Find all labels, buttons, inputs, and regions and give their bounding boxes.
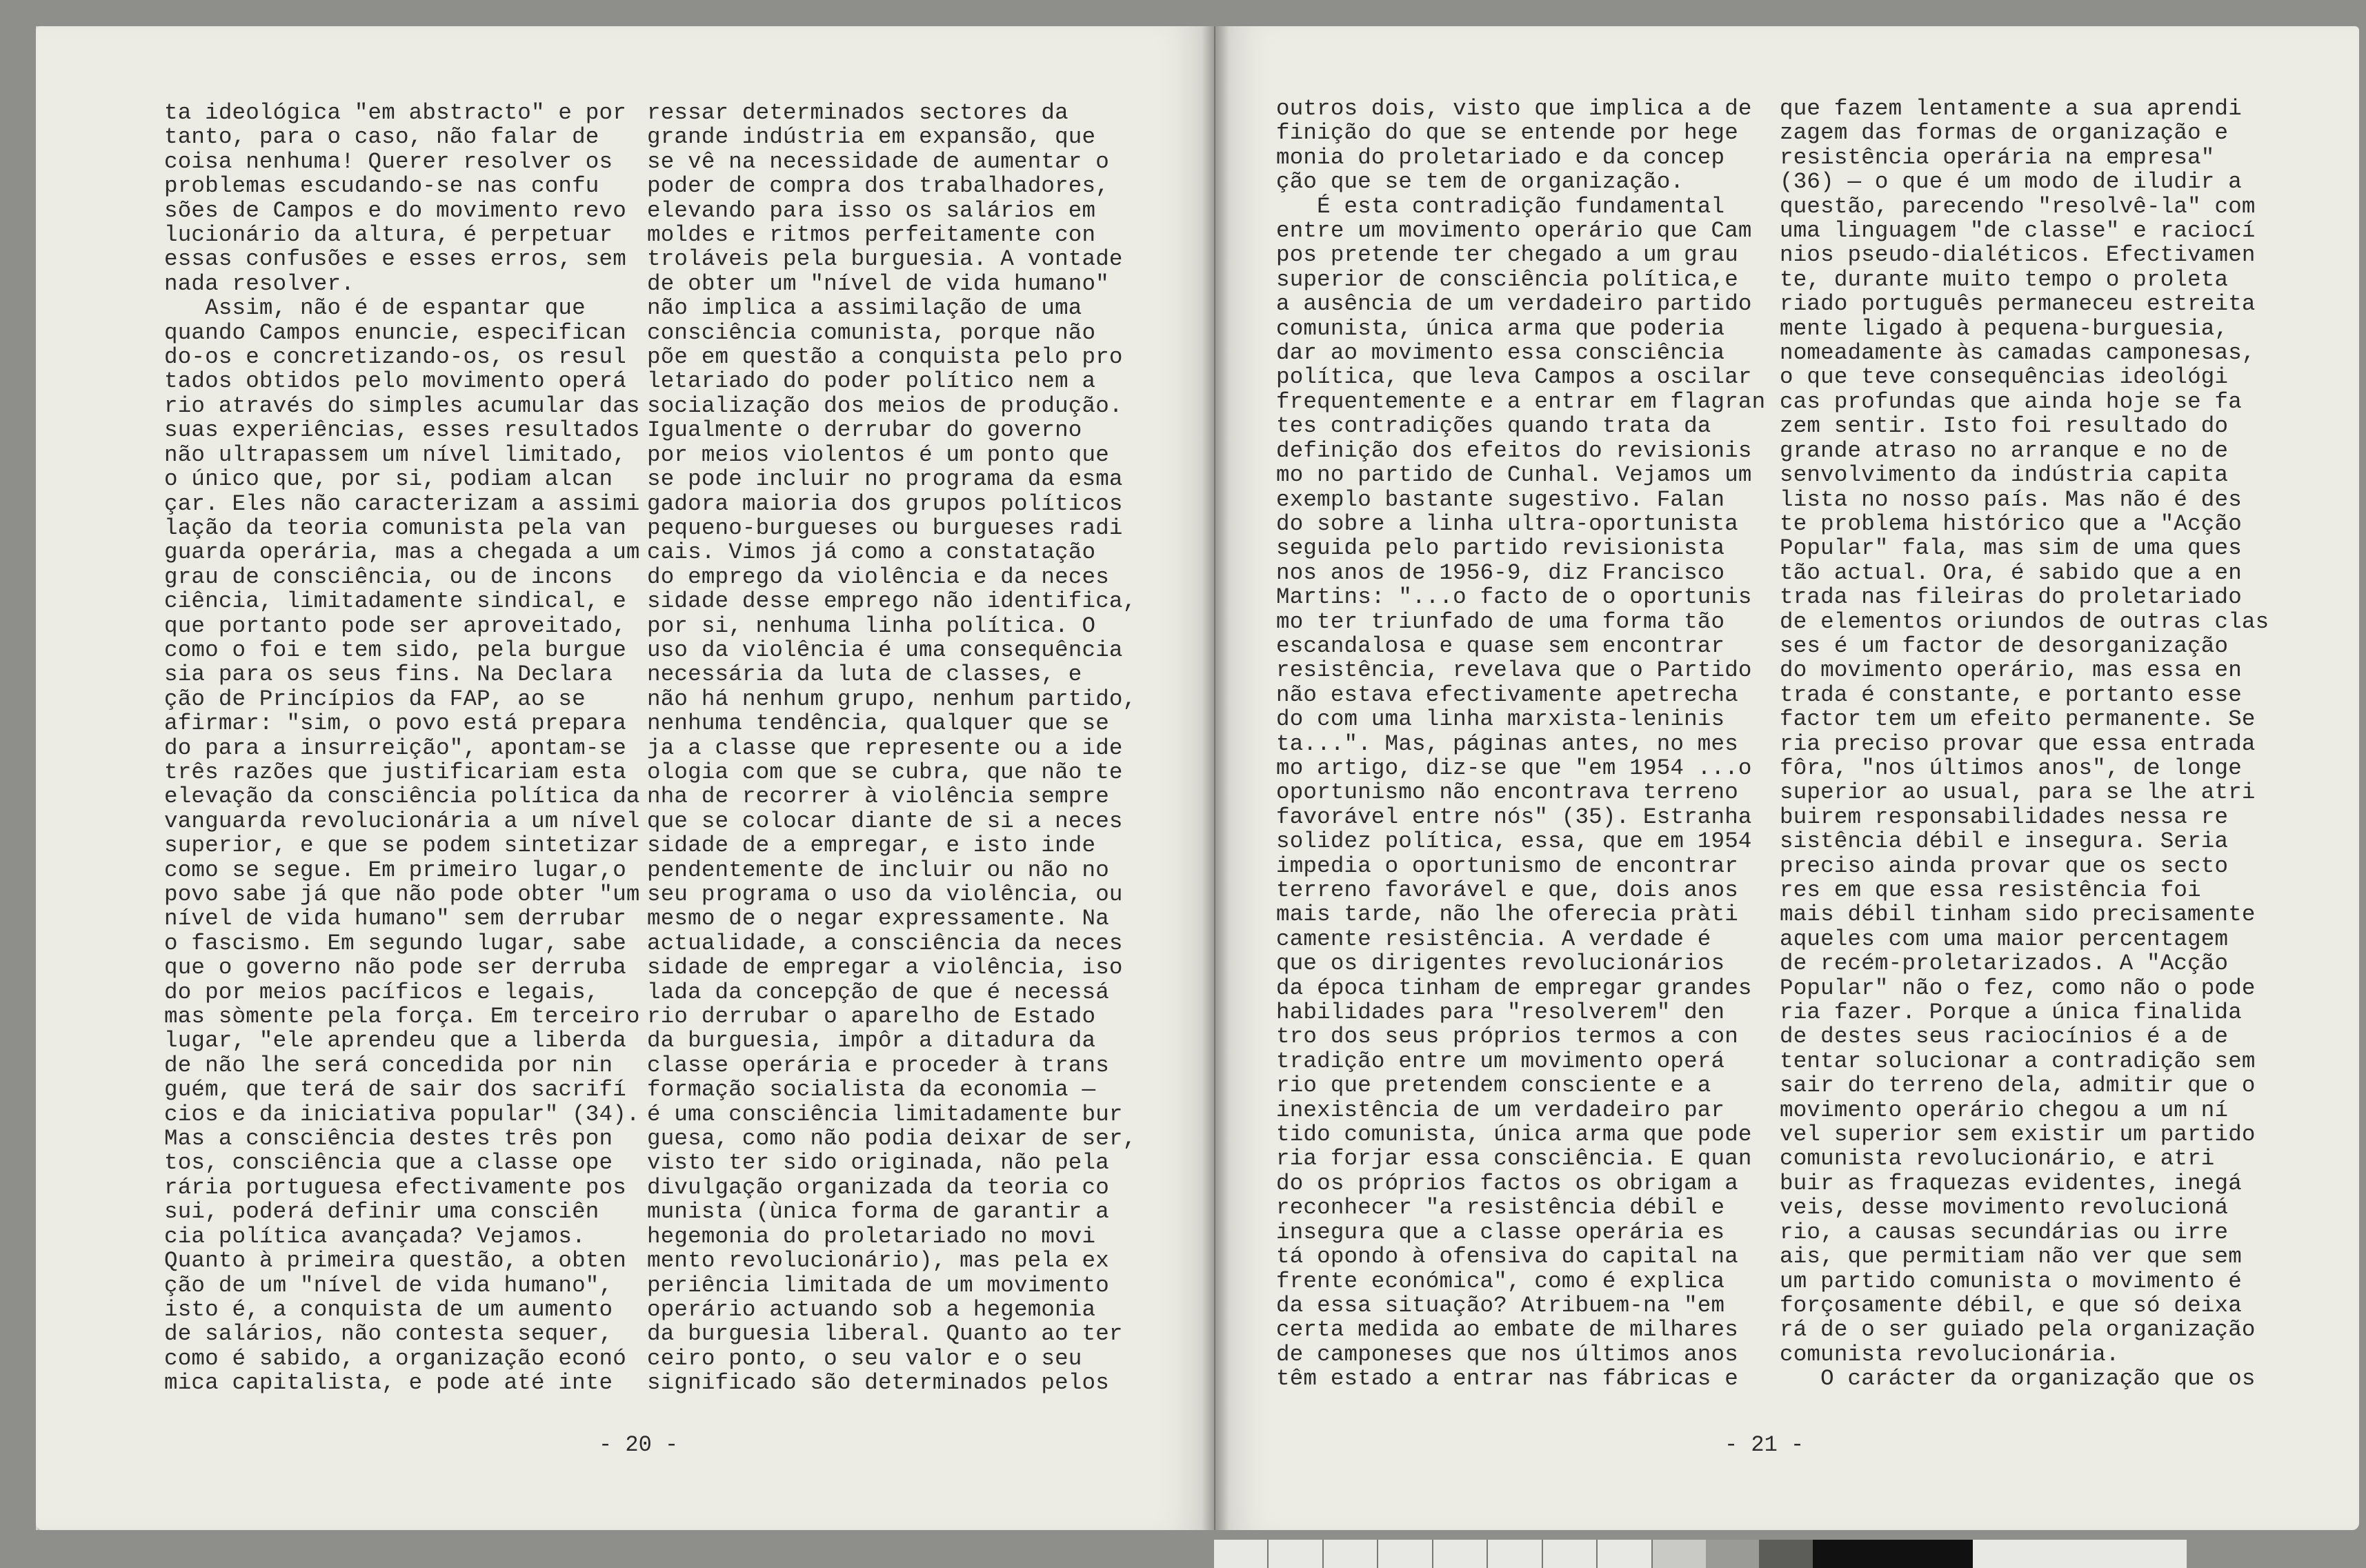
text-line: sui, poderá definir uma consciên xyxy=(164,1199,599,1225)
text-line: movimento operário chegou a um ní xyxy=(1780,1097,2229,1123)
text-line: ria forjar essa consciência. E quan xyxy=(1276,1146,1752,1172)
text-line: sia para os seus fins. Na Declara xyxy=(164,662,613,688)
text-line: mo artigo, diz-se que "em 1954 ...o xyxy=(1276,755,1752,781)
text-line: do-os e concretizando-os, os resul xyxy=(164,344,626,370)
text-line: Igualmente o derrubar do governo xyxy=(647,417,1082,444)
text-line: tentar solucionar a contradição sem xyxy=(1780,1048,2256,1074)
text-line: nada resolver. xyxy=(164,270,355,297)
text-line: exemplo bastante sugestivo. Falan xyxy=(1276,486,1725,513)
text-line: troláveis pela burguesia. A vontade xyxy=(647,246,1123,272)
text-line: hegemonia do proletariado no movi xyxy=(647,1223,1096,1249)
text-line: preciso ainda provar que os secto xyxy=(1780,853,2229,879)
text-line: superior, e que se podem sintetizar xyxy=(164,833,640,859)
text-line: questão, parecendo "resolvê-la" com xyxy=(1780,193,2256,219)
text-line: por si, nenhuma linha política. O xyxy=(647,613,1096,639)
text-line: não implica a assimilação de uma xyxy=(647,295,1082,321)
text-line: mesmo de o negar expressamente. Na xyxy=(647,906,1109,932)
text-line: res em que essa resistência foi xyxy=(1780,877,2201,903)
text-line: nenhuma tendência, qualquer que se xyxy=(647,711,1109,737)
text-line: se pode incluir no programa da esma xyxy=(647,466,1123,493)
text-line: classe operária e proceder à trans xyxy=(647,1052,1109,1078)
text-line: guém, que terá de sair dos sacrifí xyxy=(164,1077,626,1103)
text-line: do por meios pacíficos e legais, xyxy=(164,979,599,1005)
text-line: zem sentir. Isto foi resultado do xyxy=(1780,413,2229,439)
text-line: ologia com que se cubra, que não te xyxy=(647,759,1123,785)
text-line: tes contradições quando trata da xyxy=(1276,413,1711,439)
text-line: ria fazer. Porque a única finalida xyxy=(1780,1000,2242,1026)
text-line: comunista, única arma que poderia xyxy=(1276,315,1725,341)
left-page-column-2 xyxy=(647,100,1137,1396)
text-line: mas sòmente pela força. Em terceiro xyxy=(164,1004,640,1030)
text-line: Martins: "...o facto de o oportunis xyxy=(1276,584,1752,611)
text-line: monia do proletariado e da concep xyxy=(1276,144,1725,170)
text-line: trada nas fileiras do proletariado xyxy=(1780,584,2242,611)
text-line: como se segue. Em primeiro lugar,o xyxy=(164,857,626,883)
text-line: tradição entre um movimento operá xyxy=(1276,1048,1725,1074)
text-line: moldes e ritmos perfeitamente con xyxy=(647,222,1096,248)
text-line: isto é, a conquista de um aumento xyxy=(164,1296,613,1322)
text-line: o que teve consequências ideológi xyxy=(1780,364,2229,390)
text-line: a ausência de um verdadeiro partido xyxy=(1276,291,1752,317)
text-line: do com uma linha marxista-leninis xyxy=(1276,706,1725,733)
text-line: lucionário da altura, é perpetuar xyxy=(164,222,613,248)
text-line: ses é um factor de desorganização xyxy=(1780,633,2229,659)
text-line: zagem das formas de organização e xyxy=(1780,120,2229,146)
text-line: Mas a consciência destes três pon xyxy=(164,1126,613,1152)
text-line: de elementos oriundos de outras clas xyxy=(1780,608,2269,635)
text-line: O carácter da organização que os xyxy=(1780,1366,2256,1392)
text-line: povo sabe já que não pode obter "um xyxy=(164,882,640,907)
text-line: sidade de empregar a violência, iso xyxy=(647,955,1123,981)
text-line: superior ao usual, para se lhe atri xyxy=(1780,780,2256,806)
scan-color-scale xyxy=(1214,1540,2187,1568)
text-line: sair do terreno dela, admitir que o xyxy=(1780,1073,2256,1099)
text-line: da época tinham de empregar grandes xyxy=(1276,975,1752,1001)
text-line: Quanto à primeira questão, a obten xyxy=(164,1248,626,1274)
text-line: não ultrapassem um nível limitado, xyxy=(164,441,626,468)
text-line: solidez política, essa, que em 1954 xyxy=(1276,828,1752,855)
text-line: sidade desse emprego não identifica, xyxy=(647,588,1137,615)
text-line: de salários, não contesta sequer, xyxy=(164,1321,613,1347)
text-line: pos pretende ter chegado a um grau xyxy=(1276,242,1738,268)
text-line: vel superior sem existir um partido xyxy=(1780,1122,2256,1148)
text-line: Popular" fala, mas sim de uma ques xyxy=(1780,535,2242,562)
text-line: aqueles com uma maior percentagem xyxy=(1780,926,2229,952)
text-line: de camponeses que nos últimos anos xyxy=(1276,1341,1738,1367)
text-line: significado são determinados pelos xyxy=(647,1370,1109,1396)
text-line: política, que leva Campos a oscilar xyxy=(1276,364,1752,390)
text-line: tão actual. Ora, é sabido que a en xyxy=(1780,559,2242,586)
text-line: pequeno-burgueses ou burgueses radi xyxy=(647,515,1123,541)
text-line: buir as fraquezas evidentes, inegá xyxy=(1780,1170,2242,1196)
text-line: afirmar: "sim, o povo está prepara xyxy=(164,711,626,737)
text-line: três razões que justificariam esta xyxy=(164,759,626,785)
text-line: rio derrubar o aparelho de Estado xyxy=(647,1004,1096,1030)
text-line: grau de consciência, ou de incons xyxy=(164,564,613,590)
text-line: fôra, "nos últimos anos", de longe xyxy=(1780,755,2242,781)
text-line: tido comunista, única arma que pode xyxy=(1276,1122,1752,1148)
text-line: que se colocar diante de si a neces xyxy=(647,808,1123,834)
text-line: visto ter sido originada, não pela xyxy=(647,1150,1109,1176)
text-line: çar. Eles não caracterizam a assimi xyxy=(164,490,640,517)
text-line: sidade de a empregar, e isto inde xyxy=(647,833,1096,859)
text-line: grande atraso no arranque e no de xyxy=(1780,437,2229,464)
text-line: cais. Vimos já como a constatação xyxy=(647,539,1096,566)
text-line: insegura que a classe operária es xyxy=(1276,1219,1725,1245)
text-line: da burguesia liberal. Quanto ao ter xyxy=(647,1321,1123,1347)
text-line: operário actuando sob a hegemonia xyxy=(647,1296,1096,1322)
text-line: munista (ùnica forma de garantir a xyxy=(647,1199,1109,1225)
text-line: como é sabido, a organização econó xyxy=(164,1345,626,1371)
text-line: nos anos de 1956-9, diz Francisco xyxy=(1276,559,1725,586)
text-line: lista no nosso país. Mas não é des xyxy=(1780,486,2242,513)
text-line: do os próprios factos os obrigam a xyxy=(1276,1170,1738,1196)
text-line: oportunismo não encontrava terreno xyxy=(1276,780,1738,806)
text-line: de recém-proletarizados. A "Acção xyxy=(1780,951,2229,977)
text-line: riado português permaneceu estreita xyxy=(1780,291,2256,317)
text-line: rio que pretendem consciente e a xyxy=(1276,1073,1711,1099)
text-line: ta ideológica "em abstracto" e por xyxy=(164,100,626,126)
text-line: te, durante muito tempo o proleta xyxy=(1780,266,2229,292)
text-line: mais débil tinham sido precisamente xyxy=(1780,902,2256,928)
text-line: escandalosa e quase sem encontrar xyxy=(1276,633,1725,659)
text-line: tanto, para o caso, não falar de xyxy=(164,124,599,150)
text-line: mento revolucionário), mas pela ex xyxy=(647,1248,1109,1274)
text-line: suas experiências, esses resultados xyxy=(164,417,640,444)
text-line: lugar, "ele aprendeu que a liberda xyxy=(164,1028,626,1054)
text-line: que os dirigentes revolucionários xyxy=(1276,951,1725,977)
text-line: ciência, limitadamente sindical, e xyxy=(164,588,626,615)
text-line: nha de recorrer à violência sempre xyxy=(647,784,1109,810)
text-line: mente ligado à pequena-burguesia, xyxy=(1780,315,2229,341)
text-line: do sobre a linha ultra-oportunista xyxy=(1276,510,1738,537)
text-line: que o governo não pode ser derruba xyxy=(164,955,626,981)
text-line: problemas escudando-se nas confu xyxy=(164,173,599,199)
text-line: comunista revolucionário, e atri xyxy=(1780,1146,2215,1172)
page-number-right: - 21 - xyxy=(1724,1432,1805,1458)
text-line: dar ao movimento essa consciência xyxy=(1276,340,1725,366)
text-line: não estava efectivamente apetrecha xyxy=(1276,682,1738,708)
text-line: se vê na necessidade de aumentar o xyxy=(647,148,1109,175)
left-page-column-1 xyxy=(164,100,640,1396)
text-line: entre um movimento operário que Cam xyxy=(1276,218,1752,244)
text-line: reconhecer "a resistência débil e xyxy=(1276,1195,1725,1221)
text-line: definição dos efeitos do revisionis xyxy=(1276,437,1752,464)
text-line: do para a insurreição", apontam-se xyxy=(164,735,626,761)
text-line: consciência comunista, porque não xyxy=(647,319,1096,346)
text-line: da essa situação? Atribuem-na "em xyxy=(1276,1292,1725,1318)
text-line: têm estado a entrar nas fábricas e xyxy=(1276,1366,1738,1392)
text-line: mo no partido de Cunhal. Vejamos um xyxy=(1276,462,1752,488)
right-page-column-1 xyxy=(1276,96,1766,1392)
text-line: veis, desse movimento revolucioná xyxy=(1780,1195,2229,1221)
text-line: (36) — o que é um modo de iludir a xyxy=(1780,169,2242,195)
text-line: senvolvimento da indústria capita xyxy=(1780,462,2229,488)
right-page-column-2 xyxy=(1780,97,2276,1391)
text-line: nios pseudo-dialéticos. Efectivamen xyxy=(1780,242,2256,268)
text-line: o fascismo. Em segundo lugar, sabe xyxy=(164,930,626,956)
text-line: ria preciso provar que essa entrada xyxy=(1780,731,2256,757)
text-line: rio através do simples acumular das xyxy=(164,393,640,419)
text-line: mais tarde, não lhe oferecia pràti xyxy=(1276,902,1738,928)
text-line: uma linguagem "de classe" e raciocí xyxy=(1780,218,2256,244)
text-line: põe em questão a conquista pelo pro xyxy=(647,344,1123,370)
text-line: actualidade, a consciência da neces xyxy=(647,930,1123,956)
page-number-left: - 20 - xyxy=(599,1432,679,1458)
text-line: ta...". Mas, páginas antes, no mes xyxy=(1276,731,1738,757)
text-line: do emprego da violência e da neces xyxy=(647,564,1109,590)
text-line: ais, que permitiam não ver que sem xyxy=(1780,1244,2242,1270)
text-line: superior de consciência política,e xyxy=(1276,266,1738,292)
text-line: camente resistência. A verdade é xyxy=(1276,926,1711,952)
text-line: trada é constante, e portanto esse xyxy=(1780,682,2242,708)
text-line: divulgação organizada da teoria co xyxy=(647,1174,1109,1200)
text-line: cia política avançada? Vejamos. xyxy=(164,1223,586,1249)
text-line: sistência débil e insegura. Seria xyxy=(1780,828,2229,855)
text-line: é uma consciência limitadamente bur xyxy=(647,1101,1123,1127)
text-line: seguida pelo partido revisionista xyxy=(1276,535,1725,562)
text-line: grande indústria em expansão, que xyxy=(647,124,1096,150)
text-line: essas confusões e esses erros, sem xyxy=(164,246,626,272)
text-line: rária portuguesa efectivamente pos xyxy=(164,1174,626,1200)
text-line: pendentemente de incluir ou não no xyxy=(647,857,1109,883)
text-line: Popular" não o fez, como não o pode xyxy=(1780,975,2256,1001)
text-line: formação socialista da economia — xyxy=(647,1077,1096,1103)
text-line: o único que, por si, podiam alcan xyxy=(164,466,613,493)
text-line: como o foi e tem sido, pela burgue xyxy=(164,637,626,663)
text-line: terreno favorável e que, dois anos xyxy=(1276,877,1738,903)
text-line: socialização dos meios de produção. xyxy=(647,393,1123,419)
text-line: finição do que se entende por hege xyxy=(1276,120,1738,146)
text-line: certa medida ao embate de milhares xyxy=(1276,1317,1738,1343)
text-line: outros dois, visto que implica a de xyxy=(1276,96,1752,121)
text-line: resistência, revelava que o Partido xyxy=(1276,657,1752,684)
text-line: que portanto pode ser aproveitado, xyxy=(164,613,626,639)
text-line: ção de um "nível de vida humano", xyxy=(164,1272,613,1298)
text-line: vanguarda revolucionária a um nível xyxy=(164,808,640,834)
text-line: sões de Campos e do movimento revo xyxy=(164,197,626,224)
text-line: frequentemente e a entrar em flagran xyxy=(1276,388,1766,415)
text-line: ção de Princípios da FAP, ao se xyxy=(164,686,586,712)
text-line: coisa nenhuma! Querer resolver os xyxy=(164,148,613,175)
text-line: factor tem um efeito permanente. Se xyxy=(1780,706,2256,733)
text-line: de não lhe será concedida por nin xyxy=(164,1052,613,1078)
text-line: uso da violência é uma consequência xyxy=(647,637,1123,663)
text-line: impedia o oportunismo de encontrar xyxy=(1276,853,1738,879)
text-line: necessária da luta de classes, e xyxy=(647,662,1082,688)
text-line: ressar determinados sectores da xyxy=(647,100,1068,126)
text-line: resistência operária na empresa" xyxy=(1780,144,2215,170)
text-line: tro dos seus próprios termos a con xyxy=(1276,1024,1738,1050)
text-line: frente económica", como é explica xyxy=(1276,1268,1725,1294)
text-line: seu programa o uso da violência, ou xyxy=(647,882,1123,907)
text-line: poder de compra dos trabalhadores, xyxy=(647,173,1109,199)
text-line: de destes seus raciocínios é a de xyxy=(1780,1024,2229,1050)
text-line: rio, a causas secundárias ou irre xyxy=(1780,1219,2229,1245)
text-line: um partido comunista o movimento é xyxy=(1780,1268,2242,1294)
text-line: mo ter triunfado de uma forma tão xyxy=(1276,608,1725,635)
text-line: ja a classe que represente ou a ide xyxy=(647,735,1123,761)
text-line: É esta contradição fundamental xyxy=(1276,193,1725,219)
text-line: guarda operária, mas a chegada a um xyxy=(164,539,640,566)
text-line: tados obtidos pelo movimento operá xyxy=(164,368,626,395)
text-line: comunista revolucionária. xyxy=(1780,1341,2120,1367)
text-line: do movimento operário, mas essa en xyxy=(1780,657,2242,684)
text-line: que fazem lentamente a sua aprendi xyxy=(1780,96,2242,121)
text-line: nomeadamente às camadas camponesas, xyxy=(1780,340,2256,366)
text-line: gadora maioria dos grupos políticos xyxy=(647,490,1123,517)
text-line: mica capitalista, e pode até inte xyxy=(164,1370,613,1396)
text-line: rá de o ser guiado pela organização xyxy=(1780,1317,2256,1343)
text-line: não há nenhum grupo, nenhum partido, xyxy=(647,686,1137,712)
text-line: elevação da consciência política da xyxy=(164,784,640,810)
text-line: cios e da iniciativa popular" (34). xyxy=(164,1101,640,1127)
text-line: forçosamente débil, e que só deixa xyxy=(1780,1292,2242,1318)
text-line: lação da teoria comunista pela van xyxy=(164,515,626,541)
text-line: te problema histórico que a "Acção xyxy=(1780,510,2242,537)
text-line: cas profundas que ainda hoje se fa xyxy=(1780,388,2242,415)
text-line: tos, consciência que a classe ope xyxy=(164,1150,613,1176)
text-line: de obter um "nível de vida humano" xyxy=(647,270,1109,297)
text-line: quando Campos enuncie, especifican xyxy=(164,319,626,346)
text-line: buirem responsabilidades nessa re xyxy=(1780,804,2229,830)
text-line: lada da concepção de que é necessá xyxy=(647,979,1109,1005)
text-line: habilidades para "resolverem" den xyxy=(1276,1000,1725,1026)
text-line: periência limitada de um movimento xyxy=(647,1272,1109,1298)
text-line: por meios violentos é um ponto que xyxy=(647,441,1109,468)
text-line: favorável entre nós" (35). Estranha xyxy=(1276,804,1752,830)
text-line: ceiro ponto, o seu valor e o seu xyxy=(647,1345,1082,1371)
text-line: ção que se tem de organização. xyxy=(1276,169,1684,195)
text-line: Assim, não é de espantar que xyxy=(164,295,586,321)
text-line: guesa, como não podia deixar de ser, xyxy=(647,1126,1137,1152)
text-line: elevando para isso os salários em xyxy=(647,197,1096,224)
text-line: da burguesia, impôr a ditadura da xyxy=(647,1028,1096,1054)
text-line: letariado do poder político nem a xyxy=(647,368,1096,395)
book-gutter xyxy=(1202,26,1229,1530)
text-line: inexistência de um verdadeiro par xyxy=(1276,1097,1725,1123)
text-line: tá opondo à ofensiva do capital na xyxy=(1276,1244,1738,1270)
text-line: nível de vida humano" sem derrubar xyxy=(164,906,626,932)
